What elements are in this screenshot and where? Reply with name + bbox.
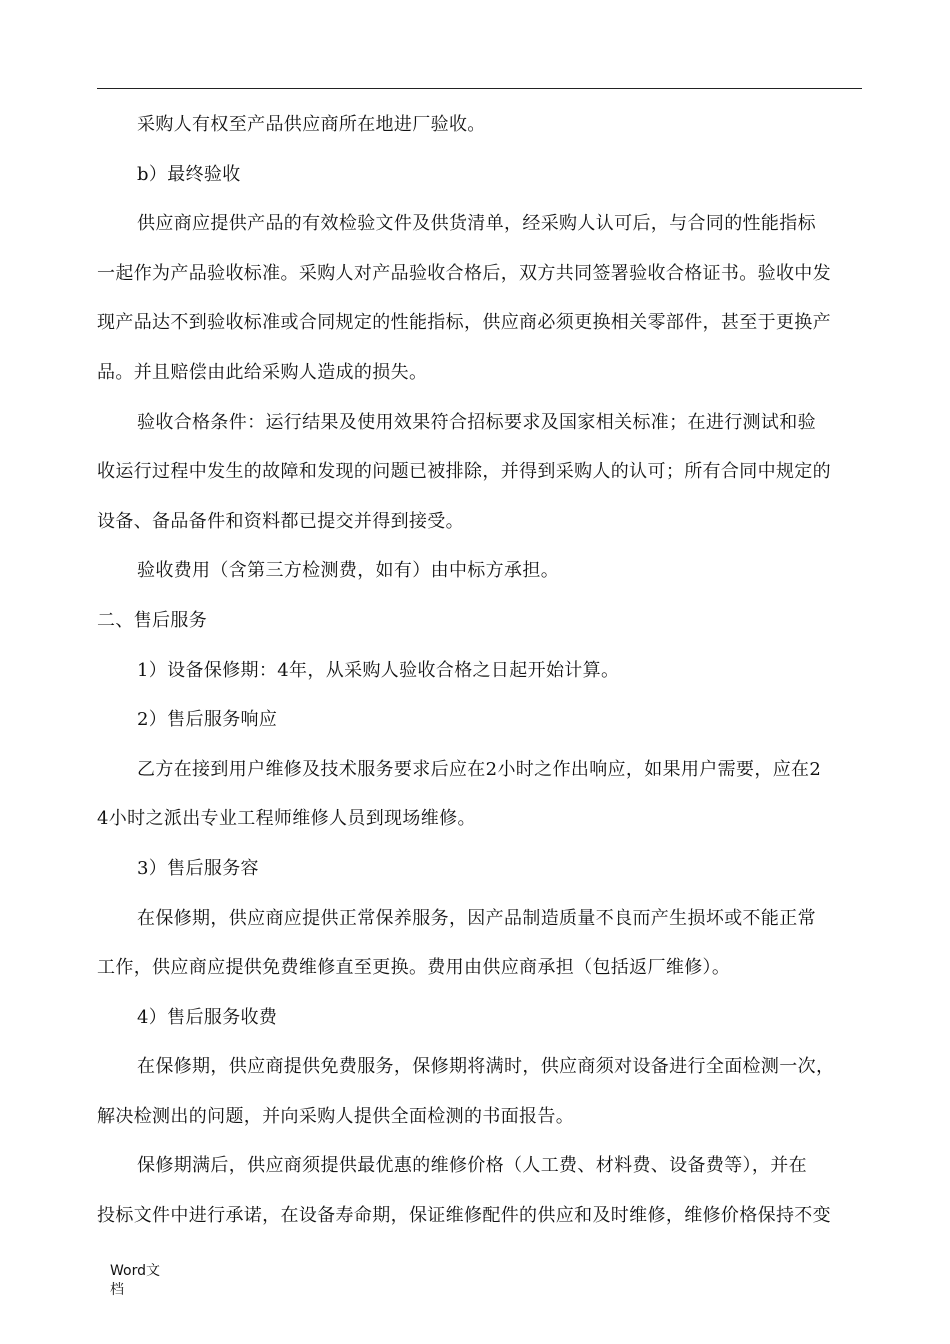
subsection-heading: 3）售后服务容 — [137, 857, 259, 879]
subsection-heading: 4）售后服务收费 — [137, 1006, 278, 1028]
page-footer — [110, 1262, 160, 1300]
section-heading: 二、售后服务 — [97, 609, 208, 631]
footer-line: 档 — [110, 1282, 124, 1298]
paragraph-line: 品。并且赔偿由此给采购人造成的损失。 — [97, 361, 428, 383]
header-rule — [97, 88, 862, 89]
paragraph-line: 在保修期，供应商应提供正常保养服务，因产品制造质量不良而产生损坏或不能正常 — [137, 907, 816, 929]
paragraph-line: 验收合格条件：运行结果及使用效果符合招标要求及国家相关标准；在进行测试和验 — [137, 411, 816, 433]
paragraph-line: 投标文件中进行承诺，在设备寿命期，保证维修配件的供应和及时维修，维修价格保持不变 — [97, 1205, 831, 1227]
paragraph-line: 解决检测出的问题，并向采购人提供全面检测的书面报告。 — [97, 1105, 575, 1127]
footer-line: Word文 — [110, 1263, 160, 1279]
paragraph-line: 供应商应提供产品的有效检验文件及供货清单，经采购人认可后，与合同的性能指标 — [137, 213, 816, 235]
paragraph-line: 在保修期，供应商提供免费服务，保修期将满时，供应商须对设备进行全面检测一次， — [137, 1056, 835, 1078]
paragraph-line: 现产品达不到验收标准或合同规定的性能指标，供应商必须更换相关零部件，甚至于更换产 — [97, 312, 831, 334]
paragraph-line: 收运行过程中发生的故障和发现的问题已被排除，并得到采购人的认可；所有合同中规定的 — [97, 461, 831, 483]
paragraph-line: 采购人有权至产品供应商所在地进厂验收。 — [137, 114, 486, 135]
paragraph-line: 一起作为产品验收标准。采购人对产品验收合格后，双方共同签署验收合格证书。验收中发 — [97, 262, 831, 284]
list-item: 1）设备保修期：4年，从采购人验收合格之日起开始计算。 — [137, 659, 620, 681]
paragraph-line: 验收费用（含第三方检测费，如有）由中标方承担。 — [137, 560, 560, 582]
subsection-heading: b）最终验收 — [137, 163, 241, 185]
document-body — [97, 104, 865, 1245]
subsection-heading: 2）售后服务响应 — [137, 709, 278, 731]
paragraph-line: 4小时之派出专业工程师维修人员到现场维修。 — [97, 808, 476, 830]
paragraph-line: 乙方在接到用户维修及技术服务要求后应在2小时之作出响应，如果用户需要，应在2 — [137, 758, 822, 780]
paragraph-line: 工作，供应商应提供免费维修直至更换。费用由供应商承担（包括返厂维修）。 — [97, 957, 731, 979]
paragraph-line: 设备、备品备件和资料都已提交并得到接受。 — [97, 510, 464, 532]
paragraph-line: 保修期满后，供应商须提供最优惠的维修价格（人工费、材料费、设备费等），并在 — [137, 1155, 807, 1177]
